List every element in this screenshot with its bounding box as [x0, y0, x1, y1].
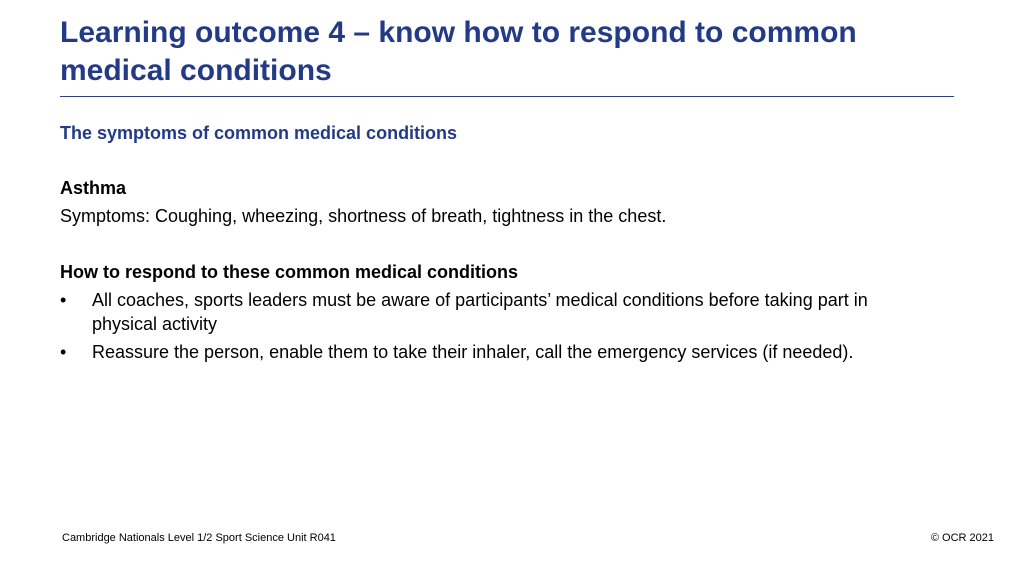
list-item-text: Reassure the person, enable them to take their inhaler, call the emergency services (if needed).	[92, 342, 854, 362]
footer-copyright: © OCR 2021	[930, 532, 994, 544]
list-item	[60, 340, 920, 364]
footer-course-name: Cambridge Nationals Level 1/2 Sport Science Unit R041	[62, 532, 336, 544]
list-item	[60, 288, 920, 336]
list-item-text: All coaches, sports leaders must be aware of participants’ medical conditions before taking part in physical activity	[92, 290, 868, 334]
respond-heading: How to respond to these common medical conditions	[60, 262, 519, 282]
title-divider	[60, 96, 954, 97]
section-subheading: The symptoms of common medical conditions	[60, 123, 458, 143]
bullet-dot: •	[60, 342, 67, 362]
slide-title: Learning outcome 4 – know how to respond to common medical conditions	[60, 16, 857, 87]
condition-name: Asthma	[60, 178, 127, 198]
response-bullet-list	[60, 288, 920, 368]
bullet-dot: •	[60, 290, 67, 310]
condition-symptoms: Symptoms: Coughing, wheezing, shortness of breath, tightness in the chest.	[60, 206, 667, 226]
